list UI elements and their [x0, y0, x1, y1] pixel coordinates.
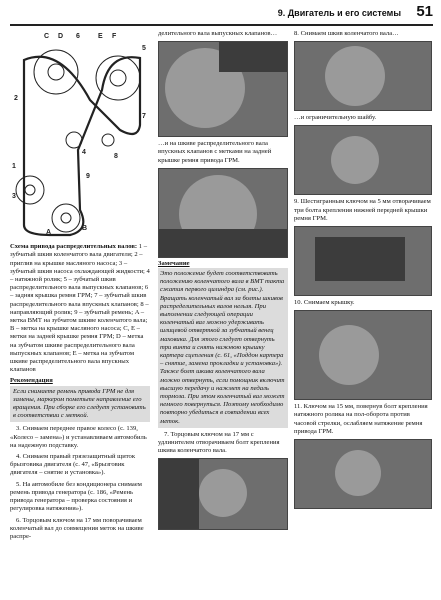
step-6-continued: делительного вала выпускных клапанов… — [158, 30, 278, 37]
photo-caption-intake-marks: …и на шкиве распределительного вала впускных клапанов с метками на задней крышке ремня привода ГРМ. — [158, 140, 272, 164]
diagram-label-b: B — [82, 225, 88, 232]
remark-note: Это положение будет соответствовать положению коленчатого вала в ВМТ такта сжатия первого цилиндра (см. рис.). Вращать коленчатый вал за болты шкивов распределительных валов нельзя. При выполнении следующей операции коленчатый вал можно удерживать шлицевой отверткой за зубчатый венец маховика. Для этого следует отвернуть три винта и снять нижнюю крышку картера сцепления (с. 61, «Поддон картера – снятие, замена прокладки и установка»). Также болт шкива коленчатого вала можно отвернуть, если помощник включит высшую передачу и нажмет на педаль тормоза. При этом коленчатый вал может немного повернуться. Поэтому необходимо повторно убедиться в совпадении всех меток. — [158, 268, 288, 428]
diagram-label-5: 5 — [142, 45, 146, 52]
step-6: 6. Торцовым ключом на 17 мм поворачиваем коленчатый вал до совмещения меток на шкиве распре- — [10, 516, 144, 540]
diagram-label-3: 3 — [12, 193, 16, 200]
step-8: 8. Снимаем шкив коленчатого вала… — [294, 30, 399, 37]
photo-lower-cover-bolts — [294, 226, 432, 296]
section-title: 9. Двигатель и его системы — [277, 8, 401, 18]
page-header — [0, 0, 441, 26]
photo-caption-washer: …и ограничительную шайбу. — [294, 114, 377, 122]
page-number: 51 — [416, 3, 433, 20]
middle-column — [158, 30, 288, 530]
diagram-label-c: C — [44, 33, 50, 40]
diagram-label-1: 1 — [12, 163, 16, 170]
photo-washer — [294, 125, 432, 195]
diagram-caption — [10, 243, 150, 374]
photo-tensioner — [294, 439, 432, 509]
step-10: 10. Снимаем крышку. — [294, 299, 355, 307]
diagram-label-8: 8 — [114, 153, 118, 160]
photo-exhaust-pulley — [158, 41, 288, 137]
diagram-label-e: E — [98, 33, 103, 40]
photo-crank-pulley — [294, 41, 432, 111]
recommendation-heading: Рекомендация — [10, 377, 53, 385]
diagram-label-7: 7 — [142, 113, 146, 120]
photo-crank-bolt — [158, 458, 288, 530]
diagram-label-2: 2 — [14, 95, 18, 102]
diagram-caption-body: 1 – зубчатый шкив коленчатого вала двигателя; 2 – приглив на крышке масляного насоса; 3 – зубчатый шкив насоса охлаждающей жидкости; 4 – натяжной ролик; 5 – зубчатый шкив распределительного вала выпускных клапанов; 6 – задняя крышка ремня ГРМ; 7 – зубчатый шкив распределительного вала впускных клапанов; 8 – направляющий ролик; 9 – зубчатый ремень; A – метка ВМТ на зубчатом шкиве коленчатого вала; B – метка на крышке масляного насоса; C, E – метки на задней крышке ремня ГРМ; D – метка на зубчатом шкиве распределительного вала выпускных клапанов; E – метка на зубчатом шкиве распределительного вала впускных клапанов — [10, 243, 150, 374]
diagram-caption-title: Схема привода распределительных валов: — [10, 243, 138, 251]
step-11: 11. Ключом на 15 мм, повернув болт крепления натяжного ролика на пол-оборота против часовой стрелки, ослабляем натяжение ремня привода ГРМ. — [294, 403, 428, 435]
photo-intake-pulley — [158, 168, 288, 258]
timing-belt-diagram — [10, 30, 150, 240]
step-4: 4. Снимаем правый грязезащитный щиток брызговика двигателя (с. 47, «Брызговик двигателя – снятие и установка»). — [10, 453, 136, 477]
left-column — [10, 30, 150, 544]
diagram-label-6: 6 — [76, 33, 80, 40]
step-3: 3. Снимаем переднее правое колесо (с. 139, «Колесо – замена») и устанавливаем автомобиль на надежную подставку. — [10, 425, 147, 449]
header-rule — [10, 24, 433, 26]
right-column — [294, 30, 432, 509]
diagram-label-9: 9 — [86, 173, 90, 180]
step-9: 9. Шестигранным ключом на 5 мм отворачиваем три болта крепления нижней передней крышки ремня ГРМ. — [294, 198, 431, 222]
diagram-label-4: 4 — [82, 149, 86, 156]
diagram-label-d: D — [58, 33, 64, 40]
remark-heading: Замечание — [158, 259, 190, 267]
diagram-label-a: A — [46, 229, 52, 236]
photo-cover-removed — [294, 310, 432, 400]
diagram-label-f: F — [112, 33, 117, 40]
step-5: 5. На автомобиле без кондиционера снимаем ремень привода генератора (с. 186, «Ремень привода генератора – проверка состояния и регулировка натяжения»). — [10, 480, 142, 513]
recommendation-note: Если снимаете ремень привода ГРМ не для замены, маркером пометьте направление его вращения. При сборке его следует установить в соответствии с меткой. — [10, 386, 150, 423]
step-7: 7. Торцовым ключом на 17 мм с удлинителем отворачиваем болт крепления шкива коленчатого вала. — [158, 430, 280, 455]
